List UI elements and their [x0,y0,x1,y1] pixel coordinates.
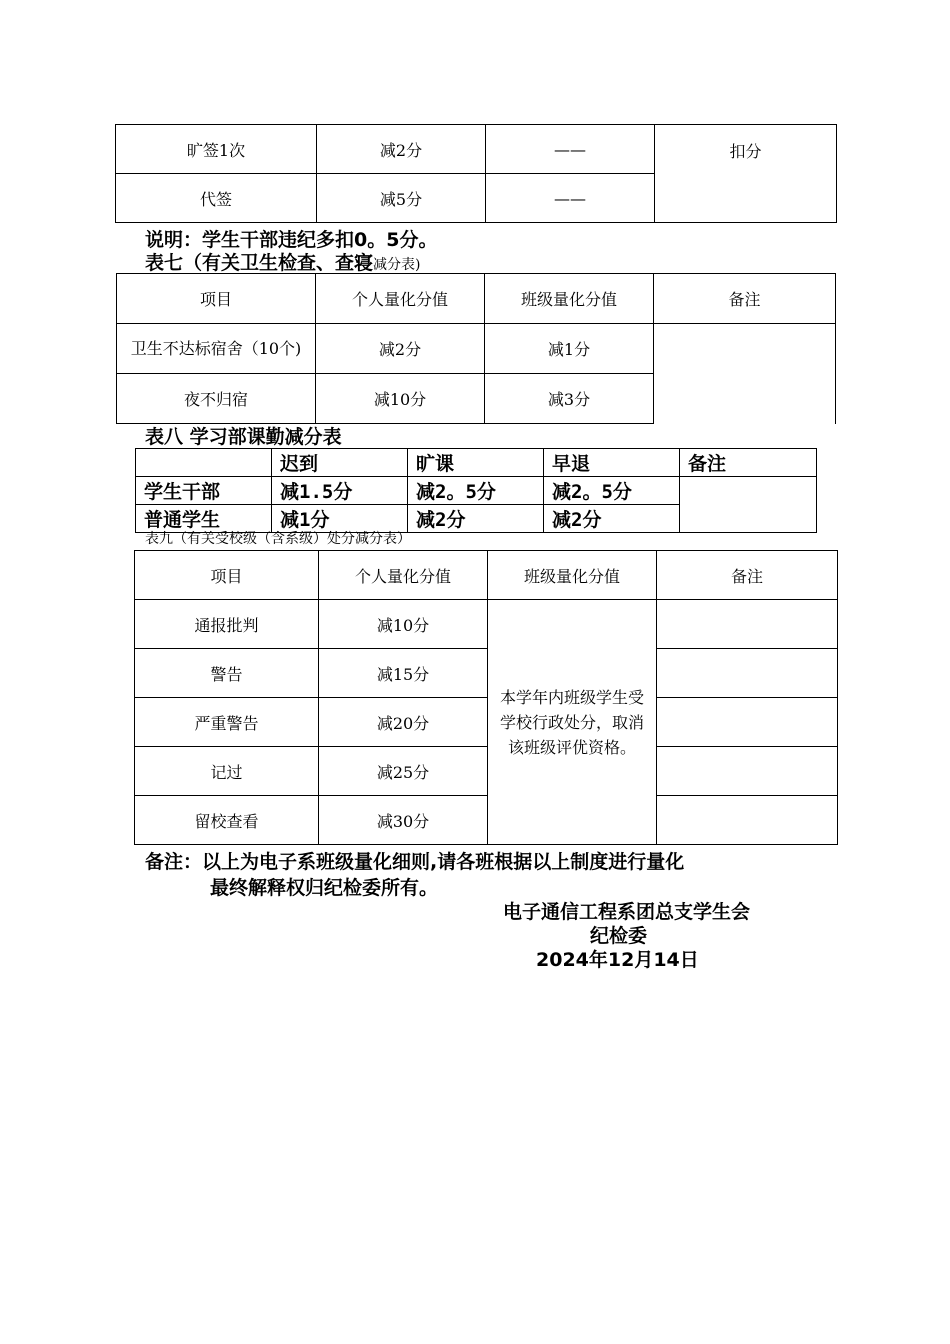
cell-item: 记过 [135,747,319,796]
header-remark: 备注 [680,449,817,477]
table-row [135,649,838,698]
cell-item: 严重警告 [135,698,319,747]
cell-role: 普通学生 [136,505,272,533]
header-personal: 个人量化分值 [316,274,485,324]
table-nine [134,550,838,845]
cell-personal: 减10分 [316,374,485,424]
cell-remark: 扣分 [655,125,837,223]
table-eight [135,448,817,533]
cell-remark-empty [680,477,817,533]
table-seven-title-small: 减分表) [373,257,421,273]
footer-remark-line1: 备注：以上为电子系班级量化细则,请各班根据以上制度进行量化 [145,851,685,873]
cell-item: 旷签1次 [116,125,317,174]
cell-remark-empty [657,600,838,649]
header-class: 班级量化分值 [485,274,654,324]
header-late: 迟到 [272,449,408,477]
cell-personal: 减2分 [316,324,485,374]
table-row [136,477,817,505]
cell-dash: —— [486,125,655,174]
cell-item: 警告 [135,649,319,698]
header-class: 班级量化分值 [488,551,657,600]
header-role [136,449,272,477]
cell-class-note: 本学年内班级学生受学校行政处分，取消该班级评优资格。 [488,600,657,845]
cell-early: 减2分 [544,505,680,533]
footer-org: 电子通信工程系团总支学生会 [503,901,751,923]
cell-personal: 减20分 [319,698,488,747]
table-row [117,324,836,374]
table-eight-title: 表八 学习部课勤减分表 [145,426,342,448]
footer-date: 2024年12月14日 [536,949,699,971]
cell-class: 减1分 [485,324,654,374]
cell-remark-empty [657,698,838,747]
table-row [135,747,838,796]
cell-late: 减1分 [272,505,408,533]
header-remark: 备注 [654,274,836,324]
header-early: 早退 [544,449,680,477]
table-row [135,698,838,747]
cell-personal: 减10分 [319,600,488,649]
cell-remark-empty [657,649,838,698]
header-remark: 备注 [657,551,838,600]
header-personal: 个人量化分值 [319,551,488,600]
table-row [116,125,837,174]
cell-personal: 减25分 [319,747,488,796]
cell-absent: 减2。5分 [408,477,544,505]
cell-dash: —— [486,174,655,223]
cell-item: 夜不归宿 [117,374,316,424]
header-absent: 旷课 [408,449,544,477]
cell-value: 减5分 [317,174,486,223]
header-item: 项目 [135,551,319,600]
cell-personal: 减30分 [319,796,488,845]
cell-remark-empty [654,324,836,424]
cell-remark-empty [657,747,838,796]
cell-item: 留校查看 [135,796,319,845]
header-item: 项目 [117,274,316,324]
cell-role: 学生干部 [136,477,272,505]
footer-remark-line2: 最终解释权归纪检委所有。 [210,877,439,899]
footer-dept: 纪检委 [590,925,648,947]
table-row [135,796,838,845]
table-seven-title [145,248,420,275]
cell-early: 减2。5分 [544,477,680,505]
table-seven [116,273,836,424]
cell-item: 通报批判 [135,600,319,649]
table-seven-title-main: 表七（有关卫生检查、查寝 [145,252,374,274]
table-nine-title: 表九（有关受校级（含系级）处分减分表） [145,531,411,547]
table-six [115,124,837,223]
cell-absent: 减2分 [408,505,544,533]
table-header-row [136,449,817,477]
table-header-row [117,274,836,324]
cell-personal: 减15分 [319,649,488,698]
cadre-note: 说明：学生干部违纪多扣0。5分。 [145,229,438,251]
cell-item: 代签 [116,174,317,223]
cell-item: 卫生不达标宿舍（10个) [117,324,316,374]
cell-late: 减1.5分 [272,477,408,505]
cell-value: 减2分 [317,125,486,174]
cell-class: 减3分 [485,374,654,424]
table-header-row [135,551,838,600]
cell-remark-empty [657,796,838,845]
table-row [135,600,838,649]
